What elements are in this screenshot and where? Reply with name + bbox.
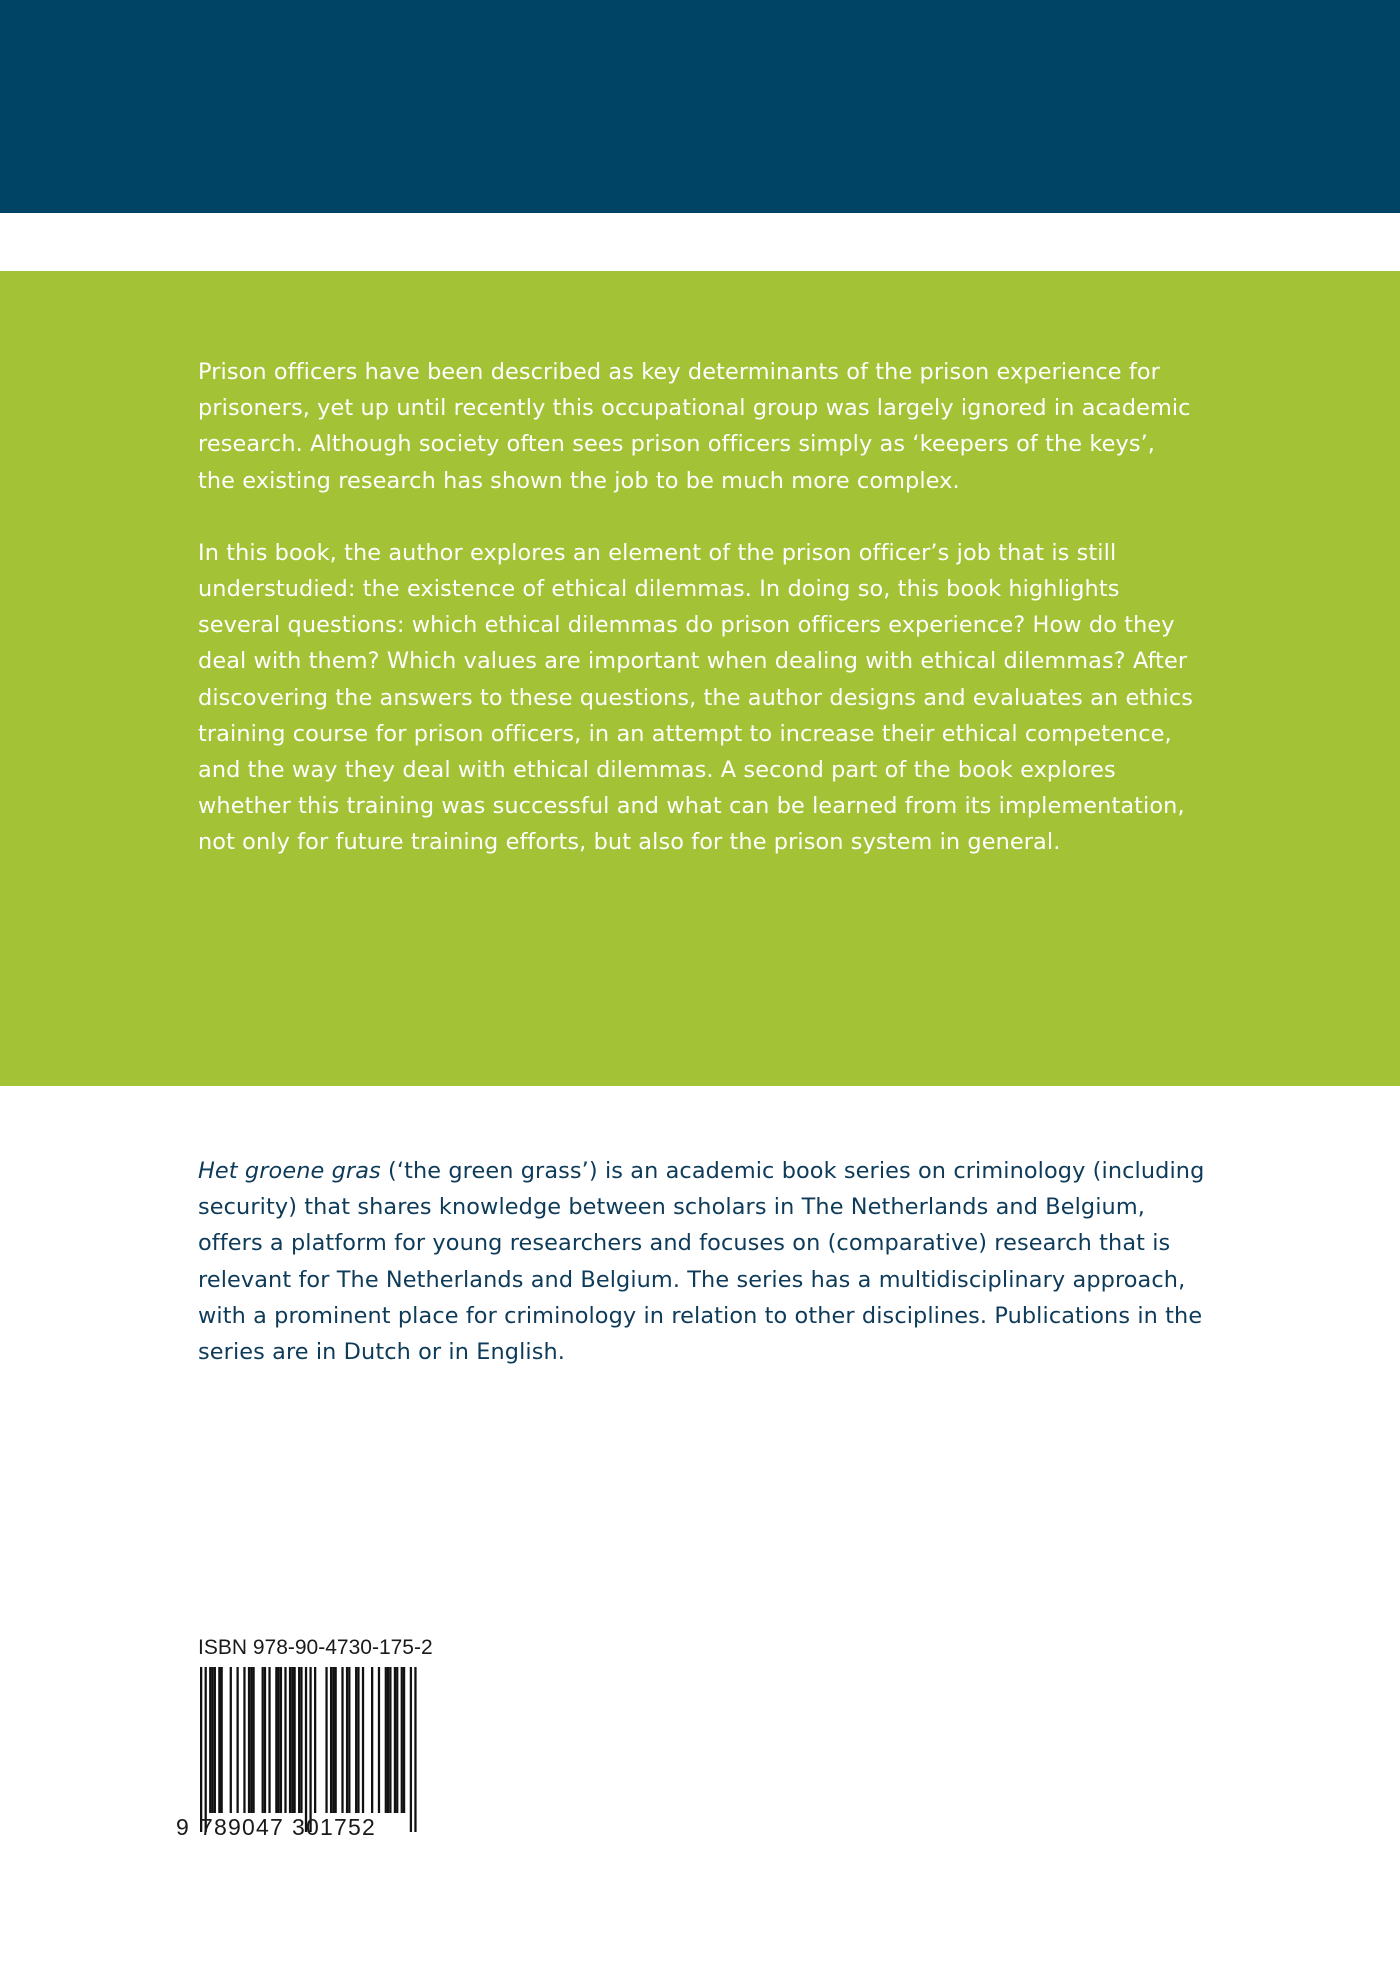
barcode-bar [248,1667,250,1813]
barcode-bar [389,1667,391,1813]
series-description [198,1153,1208,1370]
barcode-bar [218,1667,220,1813]
barcode-bar [378,1667,380,1813]
barcode-bar [394,1667,396,1813]
barcode-bar [300,1667,302,1813]
barcode-bar [289,1667,291,1813]
barcode-bar [252,1667,254,1813]
barcode-bar [230,1667,232,1813]
barcode-bar [268,1667,270,1813]
blurb-paragraph-2: In this book, the author explores an element of the prison officer’s job that is still understudied: the existence of ethical dilemmas. In doing so, this book highlights several questions: which ethical dilemmas do prison officers experience? How do they deal with them? Which values are important when dealing with ethical dilemmas? After discovering the answers to these questions, the author designs and evaluates an ethics training course for prison officers, in an attempt to increase their ethical competence, and the way they deal with ethical dilemmas. A second part of the book explores whether this training was successful and what can be learned from its implementation, not only for future training efforts, but also for the prison system in general. [198,539,1193,856]
barcode-lead-digit: 9 [176,1814,189,1840]
barcode-guard-bar [309,1667,311,1832]
barcode-bar [298,1667,300,1813]
barcode-bar [291,1667,293,1813]
barcode-bar [401,1667,403,1813]
barcode-bar [335,1667,337,1813]
barcode-digits [172,1813,440,1841]
barcode-guard-bar [305,1667,307,1832]
barcode-bar [214,1667,216,1813]
series-text: (‘the green grass’) is an academic book series on criminology (including security) that shares knowledge between scholars in The Netherlands and Belgium, offers a platform for young researchers and focuses on (comparative) research that is relevant for The Netherlands and Belgium. The series has a multidisciplinary approach, with a prominent place for criminology in relation to other disciplines. Publications in the series are in Dutch or in English. [198,1158,1205,1366]
barcode-bar [209,1667,211,1813]
barcode-bar [348,1667,350,1813]
barcode-bar [280,1667,282,1813]
series-paragraph [198,1153,1208,1370]
barcode-guard-bar [414,1667,416,1832]
barcode-bar [396,1667,398,1813]
barcode-bar [262,1667,264,1813]
barcode-bar [371,1667,373,1813]
barcode-bar [236,1667,238,1813]
barcode-bar [357,1667,359,1813]
ean13-barcode [172,1636,440,1841]
barcode-bar [355,1667,357,1813]
barcode-bar [243,1667,245,1813]
top-color-band [0,0,1400,213]
barcode-right-digits: 301752 [292,1814,376,1840]
barcode-bar [250,1667,252,1813]
barcode-bar [362,1667,364,1813]
barcode-bar [221,1667,223,1813]
barcode-bar [314,1667,316,1813]
barcode-guard-bar [205,1667,207,1832]
barcode-bar [341,1667,343,1813]
barcode-bar [346,1667,348,1813]
barcode-bar [211,1667,213,1813]
barcode-left-digits: 789047 [200,1814,284,1840]
barcode-bar [385,1667,387,1813]
series-name: Het groene gras [198,1158,381,1184]
barcode-bar [284,1667,286,1813]
barcode-bar [325,1667,327,1813]
barcode-bar [387,1667,389,1813]
barcode-bar [278,1667,280,1813]
barcode-bar [293,1667,295,1813]
blurb-paragraph-1: Prison officers have been described as key determinants of the prison experience for prisoners, yet up until recently this occupational group was largely ignored in academic research. Although society often sees prison officers simply as ‘keepers of the keys’, the existing research has shown the job to be much more complex. [198,359,1191,494]
barcode-guard-bar [410,1667,412,1832]
barcode-bar [275,1667,277,1813]
barcode-bar [330,1667,332,1813]
back-cover-blurb [198,354,1198,861]
barcode-guard-bar [200,1667,202,1832]
barcode-bar [264,1667,266,1813]
isbn-label: ISBN 978-90-4730-175-2 [198,1636,433,1659]
barcode-bar [403,1667,405,1813]
barcode-bar [332,1667,334,1813]
barcode-block [172,1636,440,1846]
